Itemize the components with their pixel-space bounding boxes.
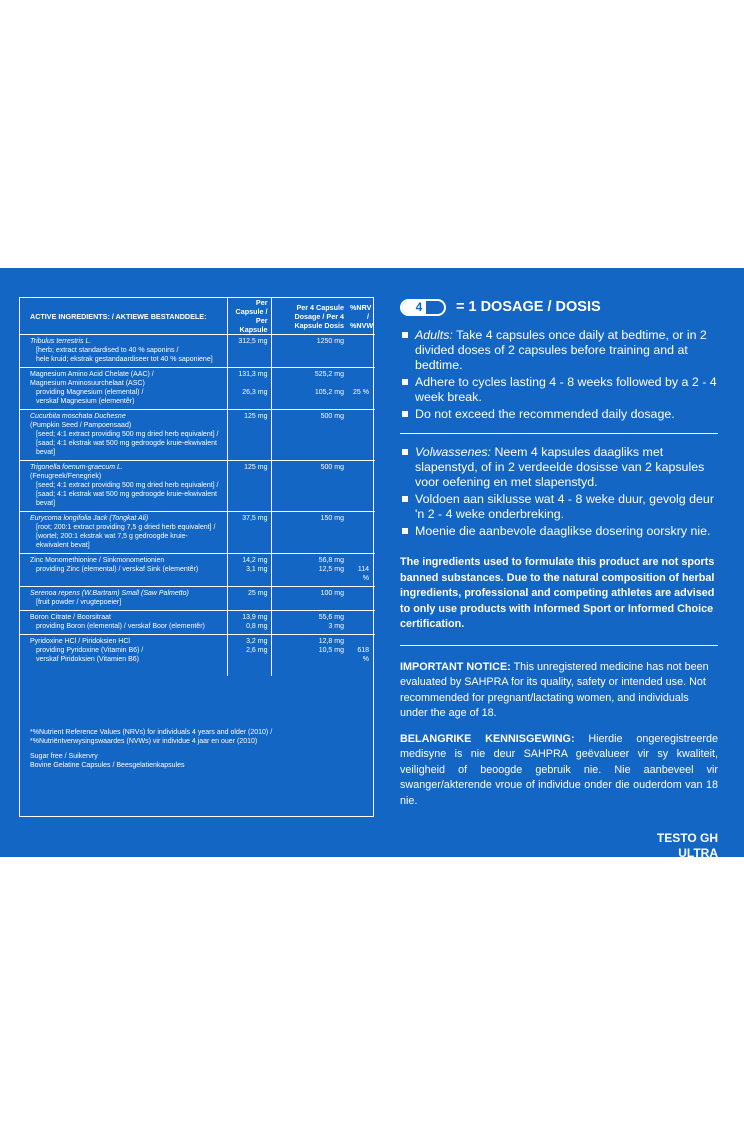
- nrv-cell: [347, 410, 375, 461]
- list-item-text: Take 4 capsules once daily at bedtime, or in 2 divided doses of 2 capsules before training and at bedtime.: [415, 328, 707, 372]
- capsule-icon: [400, 299, 446, 316]
- table-row: [20, 512, 375, 554]
- list-item: [400, 445, 718, 490]
- per-capsule-value: 312,5 mg: [238, 338, 268, 345]
- nrv-value: [350, 397, 369, 406]
- nrv-value: [350, 355, 369, 364]
- per-capsule-cell: [227, 410, 271, 461]
- brand-name: [400, 831, 718, 861]
- afrikaans-directions: [400, 445, 718, 539]
- header-active-ingredients: ACTIVE INGREDIENTS: / AKTIEWE BESTANDDELE:: [20, 298, 227, 335]
- ingredient-line: providing Zinc (elemental) / verskaf Sink (elementêr): [36, 566, 199, 573]
- label-panel: [0, 268, 744, 860]
- per-dosage-value: [275, 598, 345, 607]
- nrv-value: [350, 622, 369, 631]
- nrv-value: [350, 463, 369, 472]
- per-capsule-value: 3,2 mg: [246, 638, 268, 645]
- per-dosage-value: 55,6 mg: [318, 614, 344, 621]
- nrv-value: [350, 664, 369, 673]
- ingredient-line: [wortel; 200:1 ekstrak wat 7,5 g gedroogde kruie-: [36, 533, 188, 540]
- per-dosage-cell: [271, 512, 347, 554]
- ingredient-line: providing Pyridoxine (Vitamin B6) /: [36, 647, 144, 654]
- per-capsule-value: [231, 397, 268, 406]
- ingredient-name-cell: [20, 410, 227, 461]
- divider: [400, 645, 718, 646]
- nrv-value: [350, 472, 369, 481]
- nrv-value: [350, 490, 369, 499]
- ingredient-line: providing Magnesium (elemental) /: [36, 389, 144, 396]
- per-dosage-cell: [271, 587, 347, 611]
- per-capsule-cell: [227, 611, 271, 635]
- ingredient-line: [seed; 4:1 extract providing 500 mg dried herb equivalent] /: [36, 482, 219, 489]
- table-row: [20, 368, 375, 410]
- per-capsule-cell: [227, 335, 271, 368]
- per-capsule-value: [231, 499, 268, 508]
- ingredient-line: ekwivalent bevat]: [36, 542, 90, 549]
- nrv-value: [350, 637, 369, 646]
- per-dosage-value: [275, 655, 345, 664]
- per-dosage-cell: [271, 461, 347, 512]
- important-notice-lead: IMPORTANT NOTICE:: [400, 660, 511, 673]
- ingredient-name-cell: [20, 512, 227, 554]
- per-capsule-value: [231, 379, 268, 388]
- volwassenes-lead: Volwassenes:: [415, 445, 491, 459]
- per-dosage-value: [275, 448, 345, 457]
- ingredient-line: Boron Citrate / Boorsitraat: [30, 614, 111, 621]
- nrv-value: [350, 481, 369, 490]
- nrv-cell: [347, 611, 375, 635]
- belangrike-kennisgewing: [400, 732, 718, 810]
- per-capsule-value: [231, 655, 268, 664]
- per-dosage-cell: [271, 335, 347, 368]
- per-dosage-value: 1250 mg: [316, 338, 344, 345]
- per-capsule-cell: [227, 554, 271, 587]
- per-dosage-value: [275, 541, 345, 550]
- list-item: [400, 328, 718, 373]
- per-capsule-value: [231, 448, 268, 457]
- ingredients-table-box: [19, 297, 374, 817]
- list-item: [400, 407, 718, 422]
- ingredient-line: [saad; 4:1 ekstrak wat 500 mg gedroogde kruie-ekwivalent: [36, 491, 217, 498]
- per-dosage-cell: [271, 635, 347, 677]
- ingredients-table-body: [20, 335, 375, 677]
- per-capsule-value: [231, 421, 268, 430]
- per-capsule-value: 125 mg: [244, 464, 268, 471]
- ingredient-name-cell: [20, 554, 227, 587]
- per-capsule-value: 0,8 mg: [246, 623, 268, 630]
- ingredient-line: verskaf Magnesium (elementêr): [36, 398, 135, 405]
- ingredient-line: [herb; extract standardised to 40 % saponins /: [36, 347, 179, 354]
- nrv-value: [350, 439, 369, 448]
- nrv-cell: [347, 512, 375, 554]
- per-dosage-value: 150 mg: [320, 515, 344, 522]
- nrv-cell: [347, 554, 375, 587]
- ingredient-line: verskaf Piridoksien (Vitamien B6): [36, 656, 139, 663]
- capsule-count: 4: [415, 300, 423, 314]
- per-capsule-value: [231, 481, 268, 490]
- per-capsule-value: 14,2 mg: [242, 557, 268, 564]
- per-capsule-value: 13,9 mg: [242, 614, 268, 621]
- ingredient-name-cell: [20, 587, 227, 611]
- nrv-value: [350, 541, 369, 550]
- dosage-header: [400, 293, 718, 321]
- divider: [400, 433, 718, 434]
- header-nrv: %NRV / %NVW: [347, 298, 375, 335]
- header-per-dosage: Per 4 Capsule Dosage / Per 4 Kapsule Dosis: [271, 298, 347, 335]
- per-capsule-value: 37,5 mg: [242, 515, 268, 522]
- table-row: [20, 554, 375, 587]
- nrv-value: [350, 613, 369, 622]
- list-item-text: Adhere to cycles lasting 4 - 8 weeks followed by a 2 - 4 week break.: [415, 375, 717, 404]
- ingredient-line: Tribulus terrestris L.: [30, 338, 92, 345]
- per-capsule-value: [231, 532, 268, 541]
- per-capsule-value: 3,1 mg: [246, 566, 268, 573]
- per-capsule-cell: [227, 368, 271, 410]
- nrv-value: 25 %: [353, 389, 369, 396]
- ingredient-line: hele kruid; ekstrak gestandaardiseer tot 40 % saponiene]: [36, 356, 213, 363]
- per-dosage-value: 525,2 mg: [314, 371, 344, 378]
- nrv-value: [350, 430, 369, 439]
- ingredient-name-cell: [20, 611, 227, 635]
- footnote-nrv-af: *%Nutriëntverwysingswaardes (NVWs) vir individue 4 jaar en ouer (2010): [30, 738, 258, 745]
- footnote-nrv-en: *%Nutrient Reference Values (NRVs) for individuals 4 years and older (2010) /: [30, 729, 273, 736]
- per-capsule-value: [231, 439, 268, 448]
- nrv-cell: [347, 335, 375, 368]
- per-dosage-value: 10,5 mg: [318, 647, 344, 654]
- sports-statement: The ingredients used to formulate this product are not sports banned substances. Due to the natural composition of herbal ingredients, professional and competing athletes are advised to only use products with Informed Sport or Informed Choice certification.: [400, 556, 715, 630]
- nrv-value: [350, 421, 369, 430]
- per-dosage-value: 100 mg: [320, 590, 344, 597]
- per-capsule-value: [231, 355, 268, 364]
- list-item: [400, 524, 718, 539]
- nrv-value: 114 %: [357, 566, 369, 582]
- important-notice-text: This unregistered medicine has not been evaluated by SAHPRA for its quality, safety or intended use. Not recommended for pregnant/lactating women, and individuals under the age of 18.: [400, 660, 709, 719]
- nrv-value: [350, 370, 369, 379]
- nrv-value: [350, 346, 369, 355]
- english-directions: [400, 328, 718, 422]
- list-item-text: Voldoen aan siklusse wat 4 - 8 weke duur, gevolg deur 'n 2 - 4 weke onderbreking.: [415, 492, 714, 521]
- per-dosage-cell: [271, 410, 347, 461]
- per-dosage-cell: [271, 368, 347, 410]
- nrv-value: [350, 589, 369, 598]
- list-item: [400, 375, 718, 405]
- ingredient-line: Eurycoma longifolia Jack (Tongkat Ali): [30, 515, 149, 522]
- ingredient-line: Cucurbita moschata Duchesne: [30, 413, 126, 420]
- per-capsule-value: [231, 598, 268, 607]
- per-dosage-value: [275, 523, 345, 532]
- per-dosage-value: [275, 397, 345, 406]
- brand-line-2: ULTRA: [678, 846, 718, 860]
- per-capsule-value: [231, 472, 268, 481]
- table-row: [20, 635, 375, 677]
- nrv-value: [350, 499, 369, 508]
- nrv-value: [350, 514, 369, 523]
- ingredient-line: [saad; 4:1 ekstrak wat 500 mg gedroogde kruie-ekwivalent: [36, 440, 217, 447]
- ingredient-line: providing Boron (elemental) / verskaf Boor (elementêr): [36, 623, 205, 630]
- dosage-title: = 1 DOSAGE / DOSIS: [456, 299, 601, 315]
- per-dosage-value: [275, 481, 345, 490]
- table-row: [20, 410, 375, 461]
- list-item: [400, 492, 718, 522]
- per-dosage-value: [275, 499, 345, 508]
- per-dosage-value: [275, 439, 345, 448]
- nrv-cell: [347, 461, 375, 512]
- per-dosage-value: [275, 430, 345, 439]
- nrv-cell: [347, 635, 375, 677]
- ingredient-line: Pyridoxine HCl / Piridoksien HCl: [30, 638, 130, 645]
- directions-column: [400, 293, 718, 861]
- nrv-cell: [347, 368, 375, 410]
- list-item-text: Do not exceed the recommended daily dosage.: [415, 407, 675, 421]
- header-per-capsule: Per Capsule / Per Kapsule: [227, 298, 271, 335]
- nrv-value: [350, 598, 369, 607]
- per-capsule-value: [231, 523, 268, 532]
- ingredient-line: [seed; 4:1 extract providing 500 mg dried herb equivalent] /: [36, 431, 219, 438]
- nrv-value: [350, 412, 369, 421]
- kennisgewing-lead: BELANGRIKE KENNISGEWING:: [400, 732, 575, 745]
- ingredients-table: [20, 298, 375, 676]
- ingredient-line: Magnesium Amino Acid Chelate (AAC) /: [30, 371, 154, 378]
- ingredient-line: Trigonella foenum-graecum L.: [30, 464, 123, 471]
- ingredient-line: Serenoa repens (W.Bartram) Small (Saw Palmetto): [30, 590, 189, 597]
- ingredient-line: [fruit powder / vrugtepoeier]: [36, 599, 122, 606]
- per-capsule-value: 25 mg: [248, 590, 268, 597]
- nrv-value: [350, 448, 369, 457]
- nrv-value: [350, 523, 369, 532]
- per-dosage-value: 3 mg: [328, 623, 344, 630]
- per-capsule-cell: [227, 587, 271, 611]
- important-notice: [400, 660, 718, 722]
- per-capsule-value: 125 mg: [244, 413, 268, 420]
- kennisgewing-text: Hierdie ongeregistreerde medisyne is nie deur SAHPRA geëvalueer vir sy kwaliteit, veiligheid of beoogde gebruik nie. Nie aanbeveel vir swanger/akterende vroue of individue onder die ouderdom van 18 nie.: [400, 732, 718, 807]
- ingredient-line: (Pumpkin Seed / Pampoensaad): [30, 422, 132, 429]
- ingredient-line: bevat]: [36, 500, 56, 507]
- table-row: [20, 611, 375, 635]
- table-row: [20, 461, 375, 512]
- per-capsule-cell: [227, 512, 271, 554]
- per-dosage-value: [275, 532, 345, 541]
- per-dosage-value: 500 mg: [320, 464, 344, 471]
- per-dosage-value: [275, 490, 345, 499]
- per-capsule-value: [231, 430, 268, 439]
- list-item-text: Moenie die aanbevole daaglikse dosering oorskry nie.: [415, 524, 711, 538]
- per-capsule-cell: [227, 635, 271, 677]
- nrv-value: [350, 337, 369, 346]
- per-dosage-value: [275, 346, 345, 355]
- per-dosage-value: 12,5 mg: [318, 566, 344, 573]
- nrv-value: [350, 379, 369, 388]
- per-dosage-value: [275, 379, 345, 388]
- per-dosage-value: [275, 472, 345, 481]
- per-capsule-value: 26,3 mg: [242, 389, 268, 396]
- per-capsule-value: 2,6 mg: [246, 647, 268, 654]
- per-dosage-value: 105,2 mg: [314, 389, 344, 396]
- ingredient-line: (Fenugreek/Fenegriek): [30, 473, 102, 480]
- nrv-value: [350, 532, 369, 541]
- ingredient-name-cell: [20, 635, 227, 677]
- table-header-row: [20, 298, 375, 335]
- list-item-text: Neem 4 kapsules daagliks met slapenstyd, of in 2 verdeelde dosisse van 2 kapsules voor oefening en met slapenstyd.: [415, 445, 705, 489]
- per-dosage-value: 56,8 mg: [318, 557, 344, 564]
- sugar-free-note: Sugar free / Suikervry: [30, 753, 98, 760]
- per-capsule-cell: [227, 461, 271, 512]
- ingredient-line: bevat]: [36, 449, 56, 456]
- table-footnotes: [30, 728, 365, 770]
- per-dosage-value: [275, 421, 345, 430]
- table-row: [20, 335, 375, 368]
- brand-line-1: TESTO GH: [656, 831, 718, 845]
- per-dosage-value: 500 mg: [320, 413, 344, 420]
- per-dosage-value: 12,8 mg: [318, 638, 344, 645]
- per-dosage-cell: [271, 611, 347, 635]
- per-capsule-value: [231, 490, 268, 499]
- ingredient-line: [root; 200:1 extract providing 7,5 g dried herb equivalent] /: [36, 524, 216, 531]
- ingredient-name-cell: [20, 368, 227, 410]
- nrv-cell: [347, 587, 375, 611]
- per-capsule-value: [231, 346, 268, 355]
- per-dosage-value: [275, 355, 345, 364]
- ingredient-line: Magnesium Aminosuurchelaat (ASC): [30, 380, 145, 387]
- nrv-value: 618 %: [357, 647, 369, 663]
- per-dosage-cell: [271, 554, 347, 587]
- ingredient-name-cell: [20, 461, 227, 512]
- ingredient-name-cell: [20, 335, 227, 368]
- adults-lead: Adults:: [415, 328, 453, 342]
- table-row: [20, 587, 375, 611]
- per-capsule-value: [231, 541, 268, 550]
- capsule-material-note: Bovine Gelatine Capsules / Beesgelatienkapsules: [30, 762, 185, 769]
- ingredient-line: Zinc Monomethionine / Sinkmonometionien: [30, 557, 165, 564]
- per-capsule-value: 131,3 mg: [238, 371, 268, 378]
- nrv-value: [350, 556, 369, 565]
